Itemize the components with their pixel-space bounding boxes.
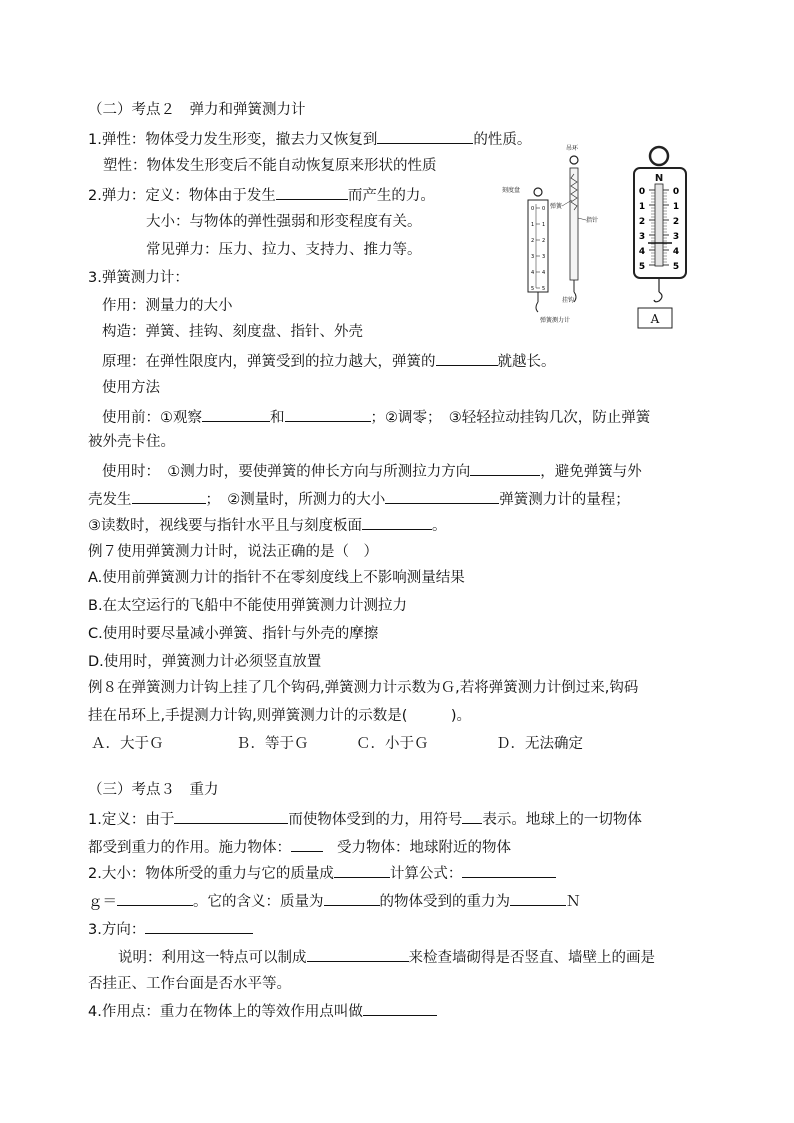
scale-tick-label-right: 0 [672, 187, 680, 197]
dial-tick-label-right: 3 [542, 254, 546, 260]
scale-tick-label-left: 2 [638, 217, 646, 227]
answer-blank[interactable] [470, 460, 540, 476]
elastic-force-definition [88, 184, 435, 204]
dial-tick-label: 3 [531, 254, 535, 260]
before-use-line [102, 406, 650, 426]
dial-tick-label-right: 0 [542, 206, 546, 212]
text: ； ②测量时，所测力的大小 [205, 492, 386, 508]
example7-option-b[interactable]: B.在太空运行的飞船中不能使用弹簧测力计测拉力 [88, 598, 408, 614]
example8-question-1: 例８在弹簧测力计钩上挂了几个钩码,弹簧测力计示数为Ｇ,若将弹簧测力计倒过来,钩码 [88, 680, 639, 696]
answer-blank[interactable] [377, 128, 473, 144]
answer-blank[interactable] [276, 184, 348, 200]
spring-scale-structure: 构造：弹簧、挂钩、刻度盘、指针、外壳 [102, 324, 363, 340]
before-use-line-2: 被外壳卡住。 [88, 434, 175, 450]
section2-heading: （二）考点２ 弹力和弹簧测力计 [88, 102, 306, 118]
spring-scale-with-weight [628, 140, 704, 332]
answer-blank[interactable] [202, 406, 270, 422]
dial-tick-label-right: 4 [542, 270, 546, 276]
text: ③读数时，视线要与指针水平且与刻度板面 [88, 518, 362, 534]
text: 的物体受到的重力为 [379, 894, 510, 910]
scale-tick-label-left: 4 [638, 247, 646, 257]
text: 说明：利用这一特点可以制成 [118, 950, 307, 966]
text: 计算公式： [389, 866, 463, 882]
answer-blank[interactable] [117, 890, 193, 906]
text: 。它的含义：质量为 [193, 894, 324, 910]
answer-blank[interactable] [285, 406, 371, 422]
text: 弹簧测力计的量程； [499, 492, 630, 508]
text: 就越长。 [497, 354, 556, 370]
usage-method: 使用方法 [102, 380, 160, 396]
dial-tick-label: 0 [531, 206, 535, 212]
dial-tick-label-right: 2 [542, 238, 546, 244]
gravity-direction [88, 918, 253, 938]
answer-blank[interactable] [462, 808, 482, 824]
label-dial: 刻度盘 [502, 187, 521, 194]
text: 4.作用点：重力在物体上的等效作用点叫做 [88, 1004, 363, 1020]
scale-tick-label-left: 5 [638, 262, 646, 272]
scale-unit-letter: N [654, 173, 664, 184]
text: Ｎ [566, 894, 581, 910]
text: 。 [432, 518, 447, 534]
gravity-definition [88, 808, 642, 828]
text: 和 [270, 410, 285, 426]
text: 壳发生 [88, 492, 132, 508]
scale-tick-label-left: 0 [638, 187, 646, 197]
example7-option-a[interactable]: A.使用前弹簧测力计的指针不在零刻度线上不影响测量结果 [88, 570, 465, 586]
example8-option-c[interactable]: Ｃ．小于Ｇ [356, 736, 429, 752]
elasticity-line [88, 128, 531, 148]
text: 使用时： ①测力时，要使弹簧的伸长方向与所测拉力方向 [102, 464, 471, 480]
during-use-line [102, 460, 642, 480]
answer-blank[interactable] [436, 350, 498, 366]
answer-blank[interactable] [324, 890, 380, 906]
text: 原理：在弹性限度内，弹簧受到的拉力越大，弹簧的 [102, 354, 436, 370]
example7-option-d[interactable]: D.使用时，弹簧测力计必须竖直放置 [88, 654, 322, 670]
text: 使用前：①观察 [102, 410, 202, 426]
scale-tick-label-right: 5 [672, 262, 680, 272]
label-hook: 挂钩 [562, 297, 575, 304]
gravity-point [88, 1000, 437, 1020]
text: 1.弹性：物体受力发生形变，撤去力又恢复到 [88, 132, 378, 148]
text: 2.弹力：定义：物体由于发生 [88, 188, 276, 204]
during-use-line-2 [88, 488, 630, 508]
example8-option-b[interactable]: Ｂ．等于Ｇ [236, 736, 309, 752]
gravity-note-2: 否挂正、工作台面是否水平等。 [88, 976, 291, 992]
scale-tick-label-left: 1 [638, 202, 646, 212]
gravity-size [88, 862, 556, 882]
text: 都受到重力的作用。施力物体： [88, 840, 291, 856]
dial-tick-label-right: 5 [542, 286, 546, 292]
dial-tick-label: 1 [531, 222, 535, 228]
scale-tick-label-right: 4 [672, 247, 680, 257]
weight-label: A [650, 312, 660, 326]
spring-scale-function: 作用：测量力的大小 [102, 298, 233, 314]
elastic-force-size: 大小：与物体的弹性强弱和形变程度有关。 [146, 214, 422, 230]
answer-blank[interactable] [145, 918, 253, 934]
spring-scale-diagram [500, 142, 618, 332]
scale-tick-label-left: 3 [638, 232, 646, 242]
during-use-line-3 [88, 514, 447, 534]
dial-tick-label: 2 [531, 238, 535, 244]
example8-question-2: 挂在吊环上,手提测力计钩,则弹簧测力计的示数是( )。 [88, 708, 472, 724]
spring-scale-title: 3.弹簧测力计： [88, 270, 189, 286]
answer-blank[interactable] [291, 836, 323, 852]
text: ；②调零； ③轻轻拉动挂钩几次，防止弹簧 [370, 410, 651, 426]
plasticity-line: 塑性：物体发生形变后不能自动恢复原来形状的性质 [103, 158, 437, 174]
gravity-note [118, 946, 655, 966]
label-ring: 吊环 [566, 145, 579, 152]
text: 而使物体受到的力，用符号 [288, 812, 463, 828]
text: ，避免弹簧与外 [540, 464, 642, 480]
label-pointer: 指针 [586, 217, 599, 224]
text: 3.方向： [88, 922, 146, 938]
scale-tick-label-right: 2 [672, 217, 680, 227]
dial-tick-label: 5 [531, 286, 535, 292]
text: ｇ＝ [88, 894, 117, 910]
answer-blank[interactable] [307, 946, 409, 962]
example7-option-c[interactable]: C.使用时要尽量减小弹簧、指针与外壳的摩擦 [88, 626, 379, 642]
text: 2.大小：物体所受的重力与它的质量成 [88, 866, 334, 882]
example8-option-a[interactable]: Ａ．大于Ｇ [91, 736, 164, 752]
example8-option-d[interactable]: Ｄ．无法确定 [496, 736, 583, 752]
caption: 弹簧测力计 [540, 317, 571, 324]
text: 表示。地球上的一切物体 [482, 812, 642, 828]
answer-blank[interactable] [334, 862, 390, 878]
text: 来检查墙砌得是否竖直、墙壁上的画是 [408, 950, 655, 966]
elastic-force-common: 常见弹力：压力、拉力、支持力、推力等。 [146, 242, 422, 258]
scale-tick-label-right: 1 [672, 202, 680, 212]
answer-blank[interactable] [462, 862, 556, 878]
text: 的性质。 [473, 132, 532, 148]
gravity-applier [88, 836, 511, 856]
section3-heading: （三）考点３ 重力 [88, 782, 219, 798]
dial-tick-label: 4 [531, 270, 535, 276]
spring-scale-principle [102, 350, 556, 370]
text: 受力物体：地球附近的物体 [337, 840, 511, 856]
answer-blank[interactable] [174, 808, 288, 824]
dial-tick-label-right: 1 [542, 222, 546, 228]
gravity-g-line [88, 890, 581, 910]
scale-tick-label-right: 3 [672, 232, 680, 242]
label-spring: 弹簧 [550, 203, 563, 210]
text: 1.定义：由于 [88, 812, 175, 828]
answer-blank[interactable] [385, 488, 499, 504]
answer-blank[interactable] [363, 1000, 437, 1016]
answer-blank[interactable] [510, 890, 566, 906]
answer-blank[interactable] [362, 514, 432, 530]
text: 而产生的力。 [347, 188, 435, 204]
example7-question: 例７使用弹簧测力计时，说法正确的是（ ） [88, 544, 378, 560]
answer-blank[interactable] [132, 488, 206, 504]
